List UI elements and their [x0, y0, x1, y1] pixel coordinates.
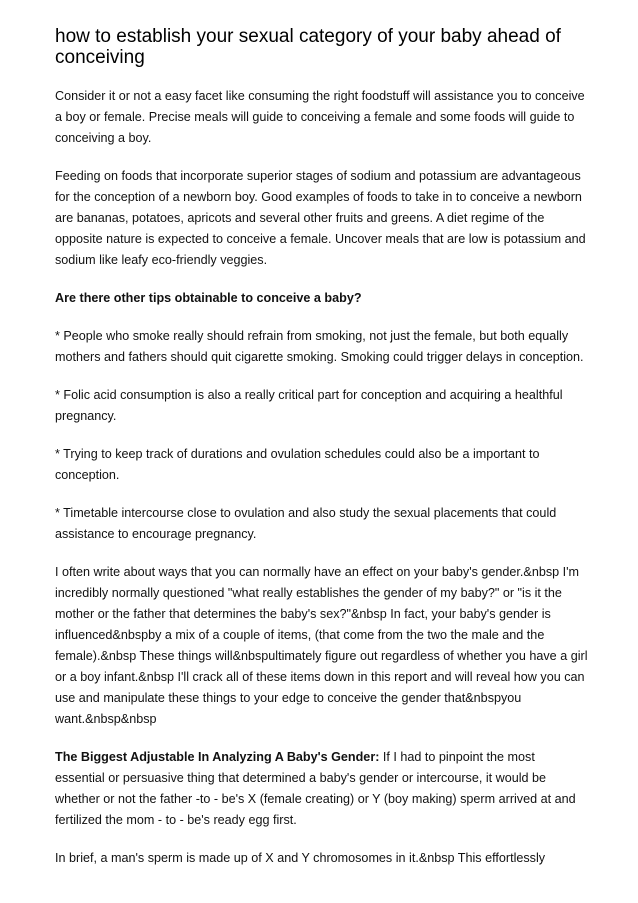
tip-folic-acid: * Folic acid consumption is also a really critical part for conception and acquiring a healthful pregnancy. — [55, 388, 563, 423]
tip-ovulation: * Trying to keep track of durations and ovulation schedules could also be a important to conception. — [55, 447, 540, 482]
paragraph-intro: Consider it or not a easy facet like consuming the right foodstuff will assistance you to conceive a boy or female. Precise meals will guide to conceiving a female and some foods will guide to conceiving a boy. — [55, 89, 585, 145]
paragraph-biggest-variable — [55, 747, 588, 831]
paragraph-biggest-variable-heading: The Biggest Adjustable In Analyzing A Baby's Gender: — [55, 750, 380, 764]
section-heading-tips — [55, 288, 588, 309]
document-title: how to establish your sexual category of your baby ahead of conceiving — [55, 26, 561, 68]
paragraph-biggest-variable-body: If I had to pinpoint the most essential or persuasive thing that determined a baby's gender or intercourse, it would be whether or not the father -to - be's X (female creating) or Y (boy making) sperm arrived at and fertilized the mom - to - be's ready egg first. — [55, 750, 576, 827]
tip-timing: * Timetable intercourse close to ovulation and also study the sexual placements that could assistance to encourage pregnancy. — [55, 506, 557, 541]
section-heading-tips-text: Are there other tips obtainable to conceive a baby? — [55, 291, 362, 305]
paragraph-brief: In brief, a man's sperm is made up of X and Y chromosomes in it.&nbsp This effortlessly — [55, 851, 546, 865]
tip-smoking: * People who smoke really should refrain from smoking, not just the female, but both equally mothers and fathers should quit cigarette smoking. Smoking could trigger delays in conception. — [55, 329, 584, 364]
paragraph-foods: Feeding on foods that incorporate superior stages of sodium and potassium are advantageous for the conception of a newborn boy. Good examples of foods to take in to conceive a newborn are bananas, potatoes, apricots and several other fruits and greens. A diet regime of the opposite nature is expected to conceive a female. Uncover meals that are low is potassium and sodium like leafy eco-friendly veggies. — [55, 169, 586, 267]
document-page — [55, 26, 588, 869]
paragraph-gender: I often write about ways that you can normally have an effect on your baby's gender.&nbsp I'm incredibly normally questioned "what really establishes the gender of my baby?" or "is it the mother or the father that determines the baby's sex?"&nbsp In fact, your baby's gender is influenced&nbspby a mix of a couple of items, (that come from the two the male and the female).&nbsp These things will&nbspultimately figure out regardless of whether you have a girl or a boy infant.&nbsp I'll crack all of these items down in this report and will reveal how you can use and manipulate these things to your edge to conceive the gender that&nbspyou want.&nbsp&nbsp — [55, 565, 588, 726]
